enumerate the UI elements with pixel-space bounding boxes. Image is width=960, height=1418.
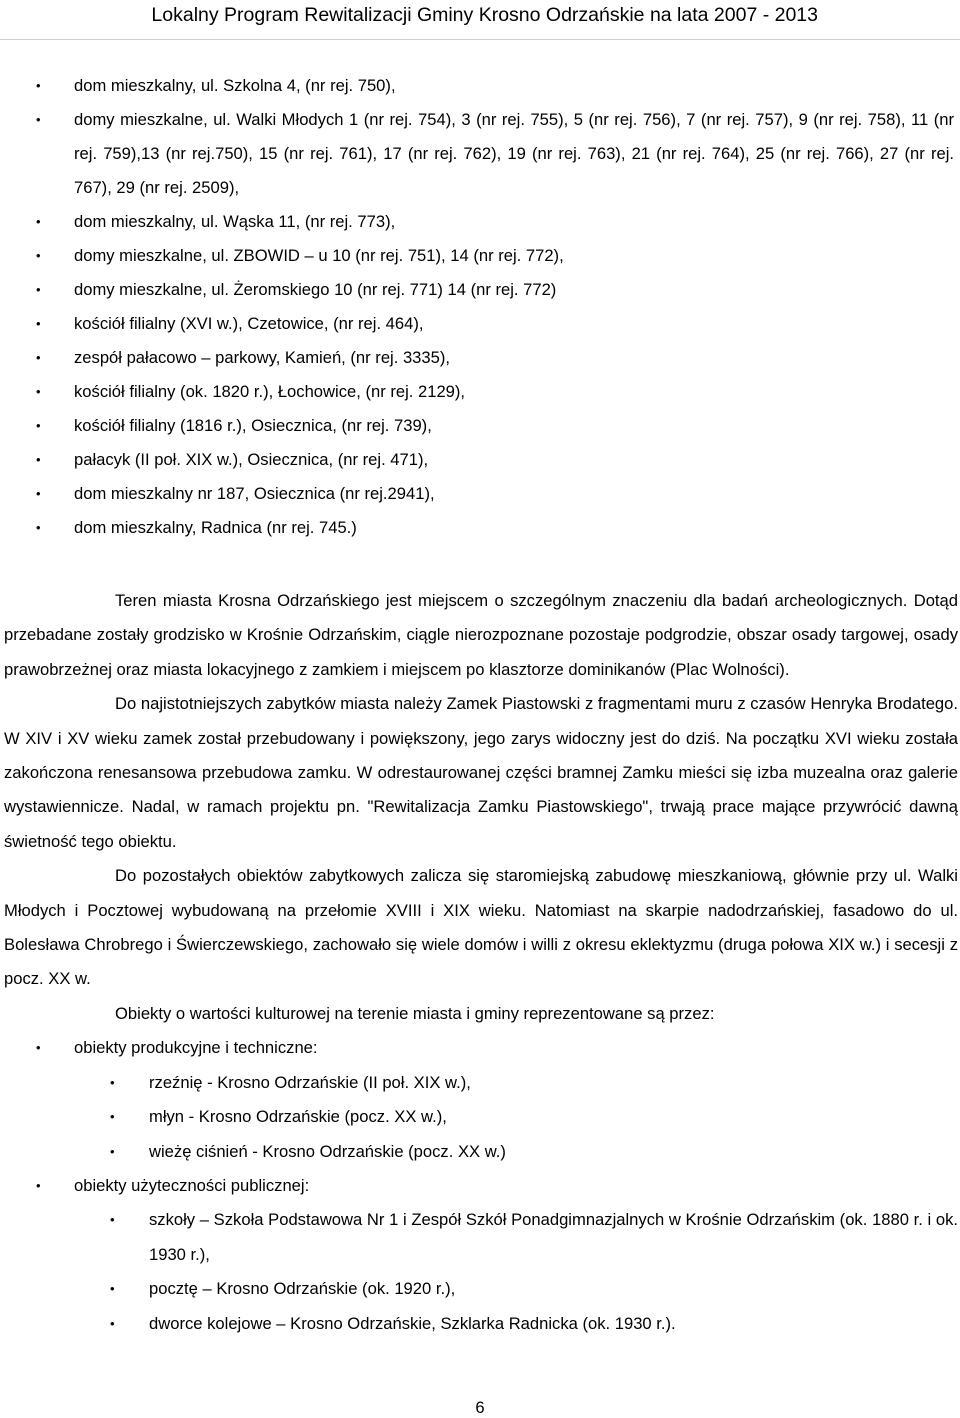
category-item bbox=[4, 1031, 958, 1169]
list-item: • dom mieszkalny nr 187, Osiecznica (nr rej.2941), bbox=[0, 477, 958, 511]
paragraph-castle: Do najistotniejszych zabytków miasta należy Zamek Piastowski z fragmentami muru z czasów Henryka Brodatego. W XIV i XV wieku zamek został przebudowany i powiększony, jego zarys widoczny jest do dziś. Na początku XVI wieku została zakończona renesansowa przebudowa zamku. W odrestaurowanej części bramnej Zamku mieści się izba muzealna oraz galerie wystawiennicze. Nadal, w ramach projektu pn. "Rewitalizacja Zamku Piastowskiego", trwają prace mające przywrócić dawną świetność tego obiektu. bbox=[4, 694, 958, 851]
list-item: • kościół filialny (1816 r.), Osiecznica, (nr rej. 739), bbox=[0, 409, 958, 443]
list-item: • pocztę – Krosno Odrzańskie (ok. 1920 r.), bbox=[4, 1272, 958, 1306]
page-header bbox=[0, 0, 960, 40]
paragraph-intro: Obiekty o wartości kulturowej na terenie miasta i gminy reprezentowane są przez: bbox=[115, 1003, 715, 1023]
list-item: • szkoły – Szkoła Podstawowa Nr 1 i Zespół Szkół Ponadgimnazjalnych w Krośnie Odrzańskim (ok. 1880 r. i ok. 1930 r.), bbox=[4, 1203, 958, 1272]
list-item: • dom mieszkalny, Radnica (nr rej. 745.) bbox=[0, 511, 958, 545]
list-item: • domy mieszkalne, ul. Walki Młodych 1 (nr rej. 754), 3 (nr rej. 755), 5 (nr rej. 756), 7 (nr rej. 757), 9 (nr rej. 758), 11 (nr rej. 759),13 (nr rej.750), 15 (nr rej. 761), 17 (nr rej. 762), 19 (nr rej. 763), 21 (nr rej. 764), 25 (nr rej. 766), 27 (nr rej. 767), 29 (nr rej. 2509), bbox=[0, 103, 958, 205]
category-item bbox=[4, 1169, 958, 1341]
paragraph-old-town: Do pozostałych obiektów zabytkowych zalicza się staromiejską zabudowę mieszkaniową, głównie przy ul. Walki Młodych i Pocztowej wybudowaną na przełomie XVIII i XIX wieku. Natomiast na skarpie nadodrzańskiej, fasadowo do ul. Bolesława Chrobrego i Świerczewskiego, zachowało się wiele domów i willi z okresu eklektyzmu (druga połowa XIX w.) i secesji z pocz. XX w. bbox=[4, 866, 958, 989]
category-label: obiekty użyteczności publicznej: bbox=[74, 1175, 310, 1195]
list-item: • dworce kolejowe – Krosno Odrzańskie, Szklarka Radnicka (ok. 1930 r.). bbox=[4, 1307, 958, 1341]
page-number: 6 bbox=[475, 1398, 485, 1417]
paragraph-archaeology: Teren miasta Krosna Odrzańskiego jest miejscem o szczególnym znaczeniu dla badań archeologicznych. Dotąd przebadane zostały grodzisko w Krośnie Odrzańskim, ciągle nierozpoznane pozostaje podgrodzie, obszar osady targowej, osady prawobrzeżnej oraz miasta lokacyjnego z zamkiem i miejscem po klasztorze dominikanów (Plac Wolności). bbox=[4, 591, 958, 679]
list-item: • zespół pałacowo – parkowy, Kamień, (nr rej. 3335), bbox=[0, 341, 958, 375]
category-label: obiekty produkcyjne i techniczne: bbox=[74, 1038, 318, 1058]
list-item: • dom mieszkalny, ul. Wąska 11, (nr rej. 773), bbox=[0, 205, 958, 239]
list-item: • kościół filialny (ok. 1820 r.), Łochowice, (nr rej. 2129), bbox=[0, 375, 958, 409]
category-list bbox=[4, 1031, 958, 1341]
monument-list bbox=[0, 69, 958, 545]
header-title: Lokalny Program Rewitalizacji Gminy Krosno Odrzańskie na lata 2007 - 2013 bbox=[151, 4, 818, 26]
sub-list bbox=[74, 1066, 958, 1169]
list-item: • kościół filialny (XVI w.), Czetowice, (nr rej. 464), bbox=[0, 307, 958, 341]
list-item: • rzeźnię - Krosno Odrzańskie (II poł. XIX w.), bbox=[4, 1066, 958, 1100]
list-item: • młyn - Krosno Odrzańskie (pocz. XX w.), bbox=[4, 1100, 958, 1134]
body-text bbox=[4, 584, 958, 1341]
list-item: • pałacyk (II poł. XIX w.), Osiecznica, (nr rej. 471), bbox=[0, 443, 958, 477]
list-item: • wieżę ciśnień - Krosno Odrzańskie (pocz. XX w.) bbox=[4, 1135, 958, 1169]
list-item: • dom mieszkalny, ul. Szkolna 4, (nr rej. 750), bbox=[0, 69, 958, 103]
list-item: • domy mieszkalne, ul. Żeromskiego 10 (nr rej. 771) 14 (nr rej. 772) bbox=[0, 273, 958, 307]
list-item: • domy mieszkalne, ul. ZBOWID – u 10 (nr rej. 751), 14 (nr rej. 772), bbox=[0, 239, 958, 273]
sub-list bbox=[74, 1203, 958, 1341]
